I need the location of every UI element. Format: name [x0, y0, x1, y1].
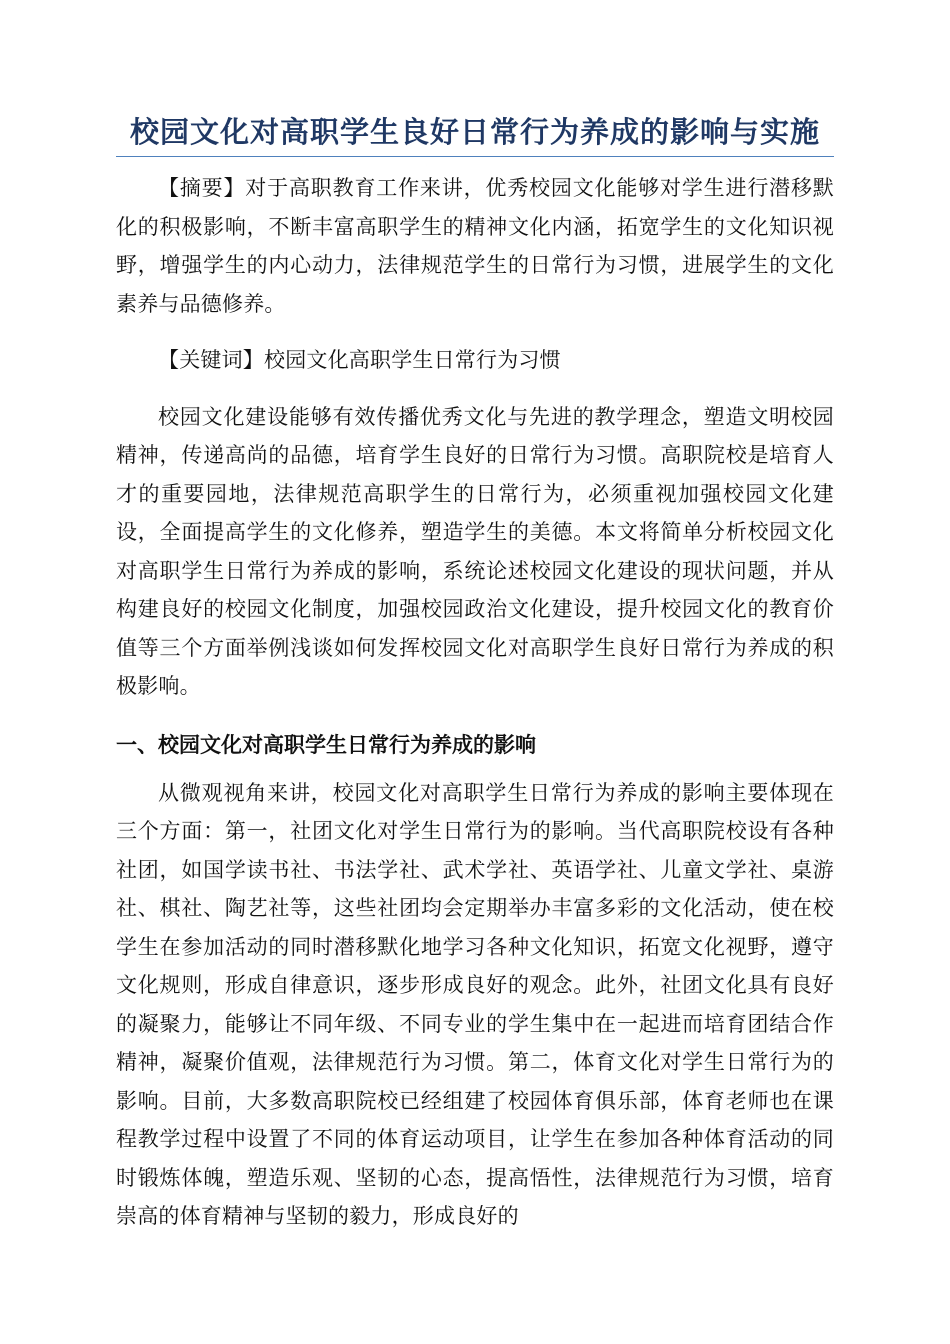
abstract-paragraph: 【摘要】对于高职教育工作来讲，优秀校园文化能够对学生进行潜移默化的积极影响，不断丰富高职学生的精神文化内涵，拓宽学生的文化知识视野，增强学生的内心动力，法律规范学生的日常行为习惯，进展学生的文化素养与品德修养。 — [116, 176, 834, 316]
document-page — [116, 110, 834, 1236]
intro-paragraph: 校园文化建设能够有效传播优秀文化与先进的教学理念，塑造文明校园精神，传递高尚的品德，培育学生良好的日常行为习惯。高职院校是培育人才的重要园地，法律规范高职学生的日常行为，必须重视加强校园文化建设，全面提高学生的文化修养，塑造学生的美德。本文将简单分析校园文化对高职学生日常行为养成的影响，系统论述校园文化建设的现状问题，并从构建良好的校园文化制度，加强校园政治文化建设，提升校园文化的教育价值等三个方面举例浅谈如何发挥校园文化对高职学生良好日常行为养成的积极影响。 — [116, 404, 834, 698]
document-title: 校园文化对高职学生良好日常行为养成的影响与实施 — [116, 110, 834, 157]
section-heading-1: 一、校园文化对高职学生日常行为养成的影响 — [116, 732, 536, 757]
keywords-paragraph: 【关键词】校园文化高职学生日常行为习惯 — [158, 348, 561, 372]
section-1-body: 从微观视角来讲，校园文化对高职学生日常行为养成的影响主要体现在三个方面：第一，社团文化对学生日常行为的影响。当代高职院校设有各种社团，如国学读书社、书法学社、武术学社、英语学社、儿童文学社、桌游社、棋社、陶艺社等，这些社团均会定期举办丰富多彩的文化活动，使在校学生在参加活动的同时潜移默化地学习各种文化知识，拓宽文化视野，遵守文化规则，形成自律意识，逐步形成良好的观念。此外，社团文化具有良好的凝聚力，能够让不同年级、不同专业的学生集中在一起进而培育团结合作精神，凝聚价值观，法律规范行为习惯。第二，体育文化对学生日常行为的影响。目前，大多数高职院校已经组建了校园体育俱乐部，体育老师也在课程教学过程中设置了不同的体育运动项目，让学生在参加各种体育活动的同时锻炼体魄，塑造乐观、坚韧的心态，提高悟性，法律规范行为习惯，培育崇高的体育精神与坚韧的毅力，形成良好的 — [116, 780, 834, 1228]
